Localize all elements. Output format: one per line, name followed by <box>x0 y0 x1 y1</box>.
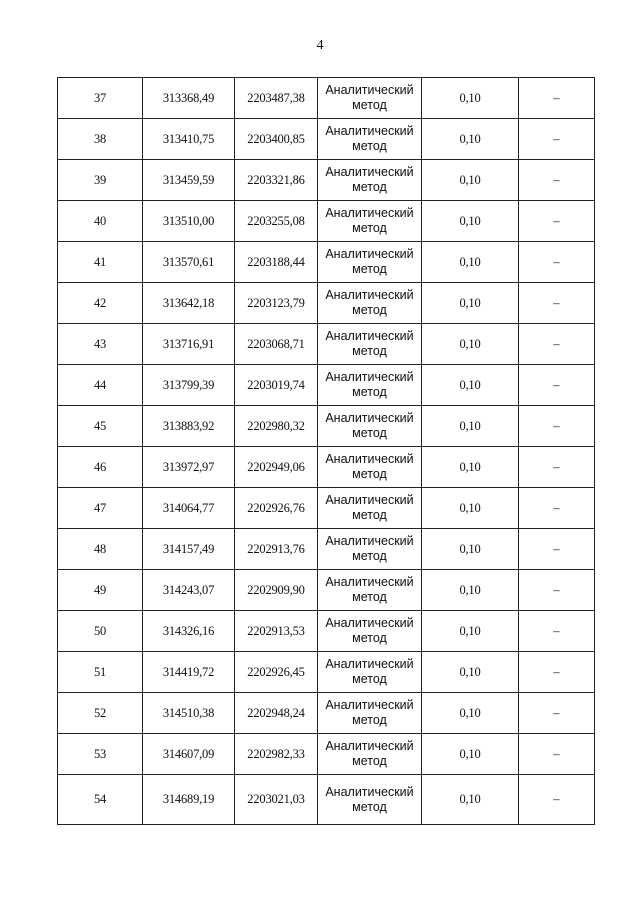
table-row <box>58 78 595 119</box>
method-cell <box>318 775 422 825</box>
x-coordinate-cell: 313799,39 <box>143 365 235 406</box>
note-cell: – <box>519 611 595 652</box>
method-text: Аналитический <box>325 124 414 138</box>
method-text: Аналитический <box>325 452 414 466</box>
x-coordinate-cell: 313368,49 <box>143 78 235 119</box>
method-text: Аналитический <box>325 493 414 507</box>
x-coordinate-cell: 313716,91 <box>143 324 235 365</box>
accuracy-cell: 0,10 <box>422 611 519 652</box>
method-text: метод <box>352 549 387 563</box>
method-text: метод <box>352 799 387 814</box>
note-cell: – <box>519 324 595 365</box>
point-number-cell: 41 <box>58 242 143 283</box>
method-text: метод <box>352 344 387 358</box>
table-row <box>58 160 595 201</box>
y-coordinate-cell: 2202980,32 <box>235 406 318 447</box>
method-cell <box>318 734 422 775</box>
method-text: Аналитический <box>325 698 414 712</box>
method-cell <box>318 283 422 324</box>
method-cell <box>318 324 422 365</box>
method-text: метод <box>352 262 387 276</box>
table-row <box>58 324 595 365</box>
point-number-cell: 51 <box>58 652 143 693</box>
note-cell: – <box>519 488 595 529</box>
y-coordinate-cell: 2203321,86 <box>235 160 318 201</box>
accuracy-cell: 0,10 <box>422 488 519 529</box>
table-row <box>58 365 595 406</box>
method-cell <box>318 529 422 570</box>
point-number-cell: 54 <box>58 775 143 825</box>
point-number-cell: 40 <box>58 201 143 242</box>
method-text: метод <box>352 139 387 153</box>
x-coordinate-cell: 314419,72 <box>143 652 235 693</box>
accuracy-cell: 0,10 <box>422 242 519 283</box>
method-text: Аналитический <box>325 534 414 548</box>
method-text: Аналитический <box>325 329 414 343</box>
y-coordinate-cell: 2202909,90 <box>235 570 318 611</box>
method-text: метод <box>352 754 387 768</box>
method-text: метод <box>352 590 387 604</box>
method-cell <box>318 447 422 488</box>
note-cell: – <box>519 119 595 160</box>
x-coordinate-cell: 314510,38 <box>143 693 235 734</box>
method-cell <box>318 406 422 447</box>
coordinates-table <box>57 77 595 825</box>
y-coordinate-cell: 2203400,85 <box>235 119 318 160</box>
page-number: 4 <box>316 38 324 53</box>
point-number-cell: 48 <box>58 529 143 570</box>
method-text: Аналитический <box>325 739 414 753</box>
accuracy-cell: 0,10 <box>422 283 519 324</box>
x-coordinate-cell: 314607,09 <box>143 734 235 775</box>
y-coordinate-cell: 2202913,53 <box>235 611 318 652</box>
y-coordinate-cell: 2202926,76 <box>235 488 318 529</box>
y-coordinate-cell: 2202948,24 <box>235 693 318 734</box>
point-number-cell: 46 <box>58 447 143 488</box>
point-number-cell: 49 <box>58 570 143 611</box>
note-cell: – <box>519 652 595 693</box>
table-row <box>58 693 595 734</box>
accuracy-cell: 0,10 <box>422 693 519 734</box>
note-cell: – <box>519 406 595 447</box>
method-cell <box>318 119 422 160</box>
method-cell <box>318 488 422 529</box>
method-text: метод <box>352 303 387 317</box>
method-cell <box>318 570 422 611</box>
point-number-cell: 53 <box>58 734 143 775</box>
table-row <box>58 611 595 652</box>
method-text: Аналитический <box>325 165 414 179</box>
table-row <box>58 242 595 283</box>
note-cell: – <box>519 242 595 283</box>
accuracy-cell: 0,10 <box>422 652 519 693</box>
point-number-cell: 52 <box>58 693 143 734</box>
method-cell <box>318 78 422 119</box>
note-cell: – <box>519 447 595 488</box>
y-coordinate-cell: 2203188,44 <box>235 242 318 283</box>
note-cell: – <box>519 78 595 119</box>
y-coordinate-cell: 2203255,08 <box>235 201 318 242</box>
method-text: Аналитический <box>325 411 414 425</box>
note-cell: – <box>519 283 595 324</box>
note-cell: – <box>519 529 595 570</box>
y-coordinate-cell: 2203019,74 <box>235 365 318 406</box>
accuracy-cell: 0,10 <box>422 365 519 406</box>
y-coordinate-cell: 2202926,45 <box>235 652 318 693</box>
table-row <box>58 488 595 529</box>
table-row <box>58 283 595 324</box>
table-row <box>58 529 595 570</box>
method-text: Аналитический <box>325 206 414 220</box>
coordinates-table-body <box>58 78 595 825</box>
method-text: метод <box>352 426 387 440</box>
x-coordinate-cell: 313570,61 <box>143 242 235 283</box>
accuracy-cell: 0,10 <box>422 406 519 447</box>
point-number-cell: 42 <box>58 283 143 324</box>
table-row <box>58 406 595 447</box>
x-coordinate-cell: 314326,16 <box>143 611 235 652</box>
accuracy-cell: 0,10 <box>422 734 519 775</box>
point-number-cell: 44 <box>58 365 143 406</box>
method-cell <box>318 611 422 652</box>
x-coordinate-cell: 313642,18 <box>143 283 235 324</box>
accuracy-cell: 0,10 <box>422 570 519 611</box>
point-number-cell: 45 <box>58 406 143 447</box>
method-text: метод <box>352 180 387 194</box>
accuracy-cell: 0,10 <box>422 324 519 365</box>
x-coordinate-cell: 313510,00 <box>143 201 235 242</box>
point-number-cell: 47 <box>58 488 143 529</box>
table-row <box>58 734 595 775</box>
method-text: метод <box>352 385 387 399</box>
method-text: метод <box>352 467 387 481</box>
note-cell: – <box>519 775 595 825</box>
method-text: Аналитический <box>325 616 414 630</box>
method-text: метод <box>352 98 387 112</box>
method-text: Аналитический <box>325 370 414 384</box>
y-coordinate-cell: 2203123,79 <box>235 283 318 324</box>
table-row <box>58 119 595 160</box>
x-coordinate-cell: 313459,59 <box>143 160 235 201</box>
method-text: метод <box>352 508 387 522</box>
method-text: метод <box>352 713 387 727</box>
point-number-cell: 43 <box>58 324 143 365</box>
method-cell <box>318 652 422 693</box>
x-coordinate-cell: 313883,92 <box>143 406 235 447</box>
method-text: Аналитический <box>325 784 414 799</box>
y-coordinate-cell: 2202982,33 <box>235 734 318 775</box>
method-text: Аналитический <box>325 288 414 302</box>
accuracy-cell: 0,10 <box>422 201 519 242</box>
method-text: Аналитический <box>325 657 414 671</box>
x-coordinate-cell: 314243,07 <box>143 570 235 611</box>
method-text: Аналитический <box>325 575 414 589</box>
y-coordinate-cell: 2203487,38 <box>235 78 318 119</box>
method-cell <box>318 693 422 734</box>
method-cell <box>318 365 422 406</box>
x-coordinate-cell: 313972,97 <box>143 447 235 488</box>
x-coordinate-cell: 313410,75 <box>143 119 235 160</box>
method-cell <box>318 160 422 201</box>
x-coordinate-cell: 314157,49 <box>143 529 235 570</box>
note-cell: – <box>519 365 595 406</box>
method-text: Аналитический <box>325 247 414 261</box>
y-coordinate-cell: 2203068,71 <box>235 324 318 365</box>
y-coordinate-cell: 2202949,06 <box>235 447 318 488</box>
note-cell: – <box>519 693 595 734</box>
y-coordinate-cell: 2202913,76 <box>235 529 318 570</box>
point-number-cell: 37 <box>58 78 143 119</box>
note-cell: – <box>519 201 595 242</box>
point-number-cell: 50 <box>58 611 143 652</box>
accuracy-cell: 0,10 <box>422 529 519 570</box>
method-text: метод <box>352 672 387 686</box>
table-row <box>58 652 595 693</box>
x-coordinate-cell: 314689,19 <box>143 775 235 825</box>
accuracy-cell: 0,10 <box>422 119 519 160</box>
method-cell <box>318 201 422 242</box>
y-coordinate-cell: 2203021,03 <box>235 775 318 825</box>
table-row <box>58 201 595 242</box>
table-row <box>58 447 595 488</box>
accuracy-cell: 0,10 <box>422 160 519 201</box>
point-number-cell: 38 <box>58 119 143 160</box>
table-row <box>58 570 595 611</box>
x-coordinate-cell: 314064,77 <box>143 488 235 529</box>
method-cell <box>318 242 422 283</box>
note-cell: – <box>519 160 595 201</box>
method-text: метод <box>352 221 387 235</box>
method-text: метод <box>352 631 387 645</box>
note-cell: – <box>519 570 595 611</box>
note-cell: – <box>519 734 595 775</box>
accuracy-cell: 0,10 <box>422 775 519 825</box>
method-text: Аналитический <box>325 83 414 97</box>
accuracy-cell: 0,10 <box>422 447 519 488</box>
table-row <box>58 775 595 825</box>
accuracy-cell: 0,10 <box>422 78 519 119</box>
point-number-cell: 39 <box>58 160 143 201</box>
